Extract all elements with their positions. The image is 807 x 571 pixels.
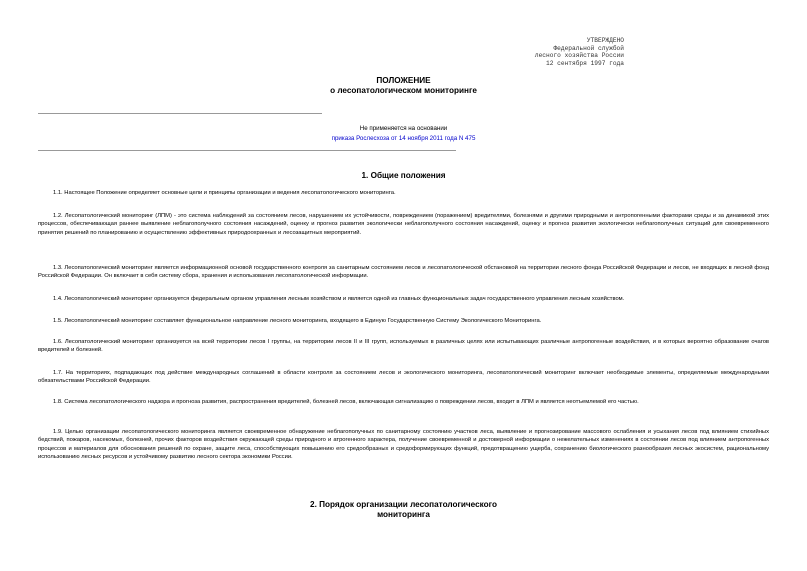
paragraph-1-5: 1.5. Лесопатологический мониторинг составляет функциональное направление лесного мониторинга, входящего в Единую Государственную Систему Экологического Мониторинга.: [53, 318, 542, 324]
title-line-2: о лесопатологическом мониторинге: [330, 86, 477, 95]
document-title: [0, 76, 807, 96]
paragraph-1-7: 1.7. На территориях, подпадающих под действие международных соглашений в области контроля за состоянием лесов и экологического мониторинга, лесопатологический мониторинг включает необходимые элементы, определяемые международными обязательствами Российской Федерации.: [38, 370, 769, 385]
approval-line: лесного хозяйства России: [534, 52, 624, 60]
status-notice: [0, 124, 807, 144]
order-link[interactable]: приказа Рослесхоза от 14 ноября 2011 года N 475: [331, 135, 476, 142]
approval-line: 12 сентября 1997 года: [546, 59, 624, 67]
divider-bottom: [38, 150, 456, 151]
paragraph-1-9: 1.9. Целью организации лесопатологического мониторинга является своевременное обнаружение неблагополучных по санитарному состоянию участков леса, выявление и прогнозирование массового ослабления и усыхания лесов под влиянием стихийных бедствий, пожаров, насекомых, болезней, прочих факторов воздействия окружающей среды природного и атрогенного характера, получение своевременной и достоверной информации о нежелательных изменениях в состоянии лесов под влиянием антропогенных процессов и материалов для обоснования решений по охране, защите леса, способствующих повышению его средообразных и средоформирующих функций, предотвращению ущерба, сохранению биологического разнообразия лесных экосистем, рациональному использованию лесных ресурсов и устойчивому развитию лесного сектора экономики России.: [38, 429, 769, 461]
notice-text: Не применяется на основании: [359, 125, 448, 132]
section-2-heading-line-2: мониторинга: [377, 510, 430, 519]
paragraph-1-3: 1.3. Лесопатологический мониторинг является информационной основой государственного контроля за санитарным состоянием лесов и лесопатологической обстановкой на территории лесного фонда Российской Федерации и лесов, не входящих в лесной фонд Российской Федерации. Он включает в себя систему сбора, хранения и использования лесопатологической информации.: [38, 265, 769, 280]
paragraph-1-1: 1.1. Настоящее Положение определяет основные цели и принципы организации и ведения лесопатологического мониторинга.: [53, 190, 396, 196]
approval-line: УТВЕРЖДЕНО: [586, 37, 624, 44]
section-2-heading: [0, 500, 807, 520]
paragraph-1-6: 1.6. Лесопатологический мониторинг организуется на всей территории лесов I группы, на территории лесов II и III групп, используемых в различных целях или испытывающих различные антропогенные воздействия, и в которых вероятно образование очагов вредителей и болезней.: [38, 339, 769, 354]
approval-stamp: [535, 37, 624, 67]
approval-line: Федеральной службой: [553, 44, 624, 52]
section-2-heading-line-1: 2. Порядок организации лесопатологического: [310, 500, 497, 509]
divider-top: [38, 113, 322, 114]
paragraph-1-4: 1.4. Лесопатологический мониторинг организуется федеральным органом управления лесным хозяйством и является одной из главных функциональных задач государственного управления лесным хозяйством.: [53, 296, 625, 302]
paragraph-1-2: 1.2. Лесопатологический мониторинг (ЛПМ) - это система наблюдений за состоянием лесов, нарушением их устойчивости, повреждением (поражением) вредителями, болезнями и другими природными и антропогенными факторами среды и за динамикой этих процессов, обеспечивающая раннее выявление неблагополучного состояния насаждений, оценку и прогноз развития экологически неблагополучного состояния насаждений, оценку и прогноз развития экологически неблагополучных ситуаций для своевременного принятия решений по планированию и осуществлению эффективных природоохранных и лесозащитных мероприятий.: [38, 213, 769, 236]
paragraph-1-8: 1.8. Система лесопатологического надзора и прогноза развития, распространения вредителей, болезней лесов, включающая сигнализацию о повреждении лесов, входит в ЛПМ и является неотъемлемой его частью.: [53, 399, 639, 405]
section-1-heading: 1. Общие положения: [361, 171, 446, 180]
title-line-1: ПОЛОЖЕНИЕ: [376, 76, 431, 85]
